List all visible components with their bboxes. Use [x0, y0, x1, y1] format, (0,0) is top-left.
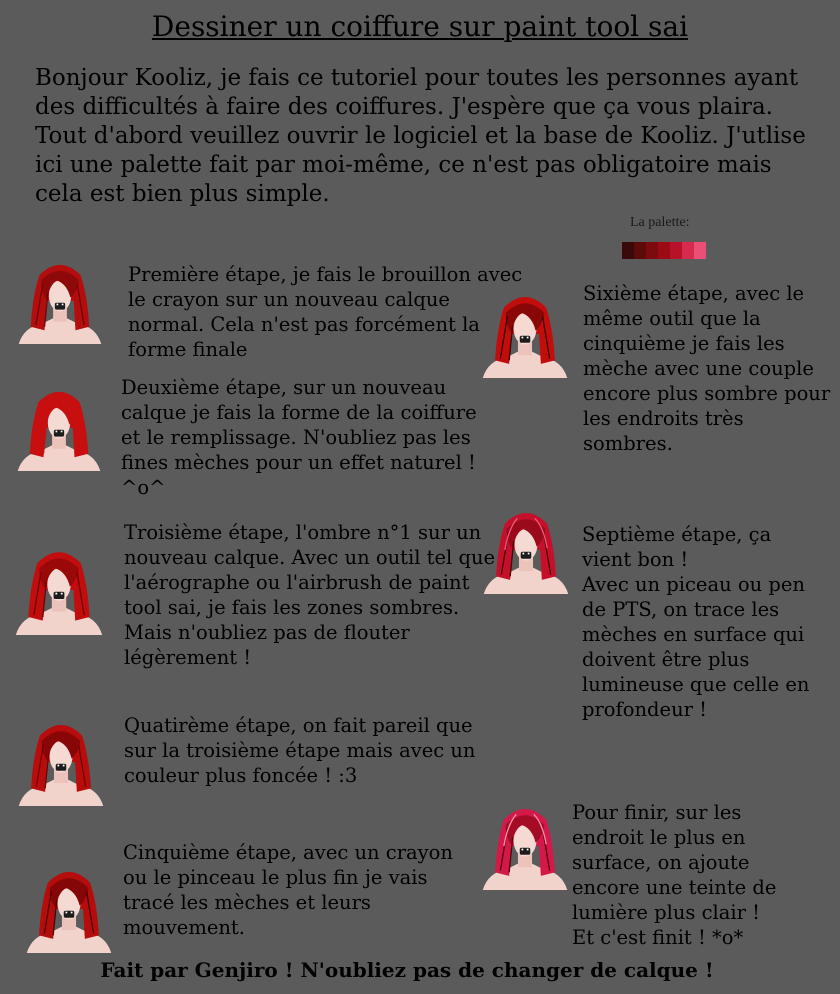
step-3-text: Troisième étape, l'ombre n°1 sur un nouveau calque. Avec un outil tel que l'aérographe ou l'airbrush de paint tool sai, je fais les zones sombres. Mais n'oubliez pas de flouter légèrement !: [124, 521, 496, 669]
palette-swatches: [622, 242, 706, 259]
palette-label: La palette:: [630, 215, 690, 230]
step-2-illustration: [14, 385, 104, 471]
page-title: Dessiner un coiffure sur paint tool sai: [151, 10, 689, 43]
step-1-illustration: [14, 258, 106, 344]
step-7-text: [582, 522, 820, 722]
step-4-illustration: [16, 718, 106, 806]
step-7-body: Avec un piceau ou pen de PTS, on trace les mèches en surface qui doivent être plus lumineuse que celle en profondeur !: [582, 573, 810, 721]
palette-swatch: [646, 242, 658, 259]
step-6-text: Sixième étape, avec le même outil que la cinquième je fais les mèche avec une couple encore plus sombre pour les endroits très sombres.: [583, 282, 831, 455]
palette-swatch: [622, 242, 634, 259]
step-5-text: Cinquième étape, avec un crayon ou le pinceau le plus fin je vais tracé les mèches et leurs mouvement.: [123, 841, 453, 939]
palette-swatch: [658, 242, 670, 259]
palette-swatch: [682, 242, 694, 259]
intro-text: [35, 64, 825, 209]
palette-swatch: [634, 242, 646, 259]
step-8-body: Pour finir, sur les endroit le plus en surface, on ajoute encore une teinte de lumière plus clair !: [572, 801, 777, 924]
palette-swatch: [670, 242, 682, 259]
step-8-end: Et c'est finit ! *o*: [572, 926, 744, 949]
intro-paragraph-1: Bonjour Kooliz, je fais ce tutoriel pour toutes les personnes ayant des difficultés à faire des coiffures. J'espère que ça vous plaira.: [35, 65, 799, 120]
step-8-illustration: [480, 802, 570, 890]
step-1-text: Première étape, je fais le brouillon avec le crayon sur un nouveau calque normal. Cela n'est pas forcément la forme finale: [128, 263, 523, 361]
palette-swatch: [694, 242, 706, 259]
footer-credit: Fait par Genjiro ! N'oubliez pas de changer de calque !: [100, 958, 714, 982]
step-4-text: Quatirème étape, on fait pareil que sur la troisième étape mais avec un couleur plus foncée ! :3: [124, 714, 476, 787]
step-2-text: Deuxième étape, sur un nouveau calque je fais la forme de la coiffure et le remplissage. N'oubliez pas les fines mèches pour un effet naturel ! ^o^: [121, 376, 477, 499]
step-5-illustration: [24, 865, 114, 953]
step-8-text: [572, 800, 812, 950]
intro-paragraph-2: Tout d'abord veuillez ouvrir le logiciel et la base de Kooliz. J'utlise ici une palette fait par moi-même, ce n'est pas obligatoire mais cela est bien plus simple.: [35, 123, 806, 207]
step-3-illustration: [14, 545, 104, 635]
step-7-heading: Septième étape, ça vient bon !: [582, 523, 772, 571]
